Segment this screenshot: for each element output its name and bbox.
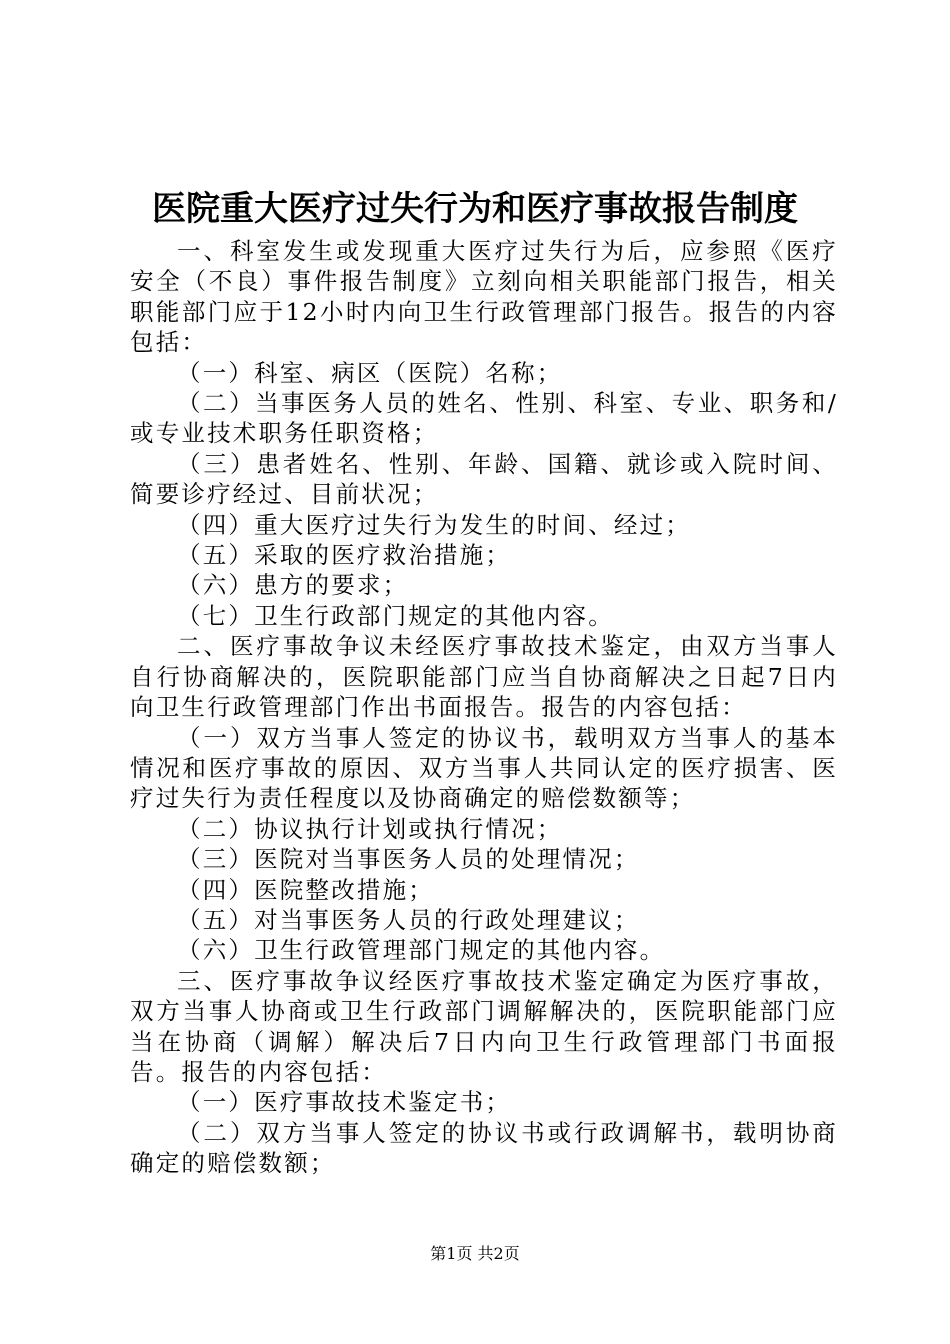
paragraph: （五）对当事医务人员的行政处理建议； xyxy=(177,905,640,934)
paragraph: 一、科室发生或发现重大医疗过失行为后，应参照《医疗安全（不良）事件报告制度》立刻向相关职能部门报告，相关职能部门应于12小时内向卫生行政管理部门报告。报告的内容包括： xyxy=(130,237,838,357)
paragraph: （一）医疗事故技术鉴定书； xyxy=(177,1088,512,1117)
paragraph: （七）卫生行政部门规定的其他内容。 xyxy=(177,601,614,630)
paragraph: 二、医疗事故争议未经医疗事故技术鉴定，由双方当事人自行协商解决的，医院职能部门应当自协商解决之日起7日内向卫生行政管理部门作出书面报告。报告的内容包括： xyxy=(130,632,838,722)
paragraph: （二）当事医务人员的姓名、性别、科室、专业、职务和/或专业技术职务任职资格； xyxy=(130,389,838,448)
paragraph: （四）医院整改措施； xyxy=(177,875,434,904)
paragraph: （二）协议执行计划或执行情况； xyxy=(177,814,563,843)
paragraph: （三）医院对当事医务人员的处理情况； xyxy=(177,845,640,874)
paragraph: （五）采取的医疗救治措施； xyxy=(177,541,512,570)
page-footer: 第1页 共2页 xyxy=(430,1244,520,1263)
document-body xyxy=(130,236,838,1179)
paragraph: （一）双方当事人签定的协议书，载明双方当事人的基本情况和医疗事故的原因、双方当事人共同认定的医疗损害、医疗过失行为责任程度以及协商确定的赔偿数额等； xyxy=(130,723,838,813)
paragraph: （一）科室、病区（医院）名称； xyxy=(177,358,563,387)
paragraph: （三）患者姓名、性别、年龄、国籍、就诊或入院时间、简要诊疗经过、目前状况； xyxy=(130,449,838,509)
paragraph: （六）卫生行政管理部门规定的其他内容。 xyxy=(177,936,666,965)
paragraph: （六）患方的要求； xyxy=(177,571,409,600)
paragraph: （四）重大医疗过失行为发生的时间、经过； xyxy=(177,510,691,539)
paragraph: （二）双方当事人签定的协议书或行政调解书，载明协商确定的赔偿数额； xyxy=(130,1118,838,1178)
document-title: 医院重大医疗过失行为和医疗事故报告制度 xyxy=(152,189,798,229)
paragraph: 三、医疗事故争议经医疗事故技术鉴定确定为医疗事故，双方当事人协商或卫生行政部门调解解决的，医院职能部门应当在协商（调解）解决后7日内向卫生行政管理部门书面报告。报告的内容包括： xyxy=(130,966,838,1086)
